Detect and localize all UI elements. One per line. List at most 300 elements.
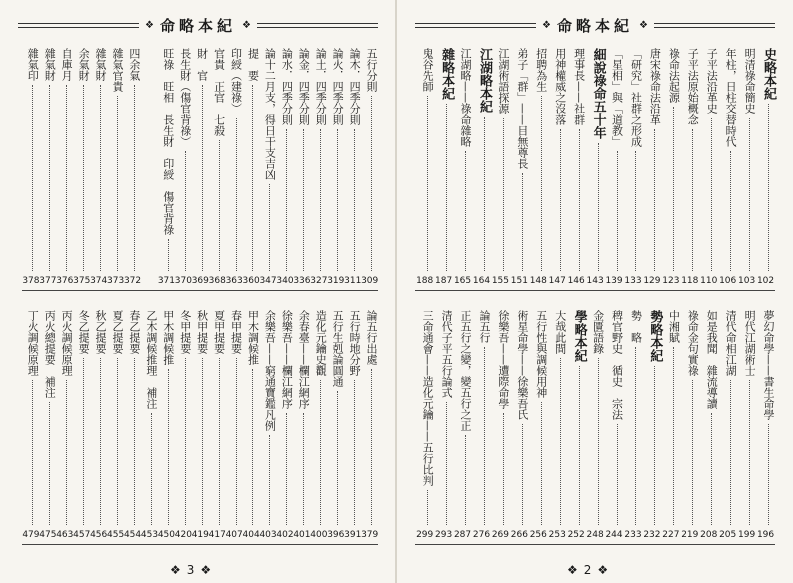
leader-dots <box>350 129 355 271</box>
leader-dots <box>724 151 731 271</box>
toc-entry-page: 102 <box>756 276 775 286</box>
toc-entry-title: 理事長——社群 <box>572 48 586 125</box>
toc-entry <box>276 308 293 544</box>
toc-entry-page: 400 <box>310 530 328 540</box>
toc-entry-title: 論水．四季分則 <box>280 48 294 125</box>
toc-entry-title: 五行分則 <box>365 48 378 92</box>
toc-entry-page: 327 <box>310 276 328 286</box>
toc-entry <box>415 46 434 290</box>
leader-dots <box>459 151 466 271</box>
toc-entry <box>73 308 90 544</box>
toc-entry <box>491 46 510 290</box>
leader-dots <box>232 358 237 525</box>
toc-entry-title: 冬甲提要 <box>178 310 192 354</box>
toc-entry-page: 419 <box>191 530 209 540</box>
toc-entry-page: 401 <box>293 530 311 540</box>
toc-entry-page: 155 <box>491 276 509 286</box>
toc-section-heading <box>642 308 661 544</box>
toc-section-heading <box>586 46 605 290</box>
leader-dots <box>686 129 693 271</box>
toc-entry <box>22 46 39 290</box>
leader-dots <box>724 380 731 525</box>
toc-entry-page: 143 <box>586 276 604 286</box>
toc-entry-page: 103 <box>738 276 756 286</box>
ornament-icon: ❖ <box>145 19 154 31</box>
page-number-text: 2 <box>583 563 592 577</box>
toc-entry-title: 鬼谷先師 <box>421 48 435 92</box>
toc-entry <box>310 308 327 544</box>
toc-block-lower <box>22 308 378 545</box>
toc-entry-title: 稗官野史 循史 宗法 <box>610 310 624 420</box>
leader-dots <box>762 424 769 525</box>
toc-entry-page: 276 <box>472 530 491 540</box>
toc-entry-page: 256 <box>529 530 547 540</box>
toc-entry-title: 清代子平五行論式 <box>440 310 454 398</box>
leader-dots <box>28 380 33 525</box>
toc-entry-title: 術星命學——徐樂吾氏 <box>515 310 529 420</box>
toc-entry <box>661 46 680 290</box>
leader-dots <box>554 358 561 525</box>
toc-entry-title: 勢略本紀 <box>647 310 663 362</box>
toc-entry-page: 455 <box>107 530 125 540</box>
leader-dots <box>440 104 447 271</box>
header-rule <box>257 23 378 28</box>
toc-entry <box>567 46 586 290</box>
leader-dots <box>535 402 542 525</box>
page-number <box>170 563 211 577</box>
toc-entry-title: 乙木調候推理 補注 <box>144 310 158 409</box>
toc-entry-title: 雜氣財 <box>43 48 57 81</box>
toc-entry <box>529 308 548 544</box>
toc-entry-title: 丙火調候原理 <box>60 310 74 376</box>
toc-entry-page: 146 <box>567 276 585 286</box>
toc-entry-page: 205 <box>719 530 737 540</box>
leader-dots <box>316 380 321 525</box>
toc-entry <box>548 308 567 544</box>
leader-dots <box>164 239 169 271</box>
toc-entry <box>73 46 90 290</box>
toc-entry-page: 196 <box>756 530 775 540</box>
leader-dots <box>516 424 523 525</box>
toc-entry-page: 148 <box>529 276 547 286</box>
toc-entry <box>107 308 124 544</box>
toc-entry-page: 340 <box>276 276 294 286</box>
toc-entry-title: 正五行之變，變五行之正 <box>459 310 472 431</box>
leader-dots <box>743 118 750 271</box>
ornament-icon: ❖ <box>597 563 609 577</box>
toc-entry-page: 319 <box>327 276 345 286</box>
toc-entry-title: 大哉此間 <box>553 310 567 354</box>
toc-entry <box>22 308 39 544</box>
leader-dots <box>367 369 372 525</box>
toc-block-lower <box>415 308 775 545</box>
toc-entry <box>259 308 276 544</box>
leader-dots <box>705 413 712 525</box>
leader-dots <box>573 129 580 271</box>
toc-entry-title: 長生財（傷官背祿） <box>178 48 192 147</box>
toc-entry <box>510 46 529 290</box>
toc-entry-page: 396 <box>327 530 345 540</box>
leader-dots <box>215 140 220 271</box>
page-number <box>567 563 608 577</box>
toc-entry <box>415 308 434 544</box>
toc-entry-page: 110 <box>700 276 718 286</box>
toc-entry <box>699 46 718 290</box>
toc-entry-title: 旺祿 旺相 長生財 印綬 傷官背祿 <box>161 48 175 235</box>
toc-entry <box>737 308 756 544</box>
toc-entry <box>39 46 56 290</box>
toc-entry-title: 五行性與調候用神 <box>534 310 548 398</box>
toc-entry-title: 印綬（建祿） <box>229 48 243 114</box>
leader-dots <box>630 151 637 271</box>
leader-dots <box>45 85 50 271</box>
leader-dots <box>198 358 203 525</box>
toc-entry <box>529 46 548 290</box>
toc-entry-page: 379 <box>361 530 379 540</box>
toc-entry-title: 秋乙提要 <box>94 310 107 354</box>
toc-entry <box>548 46 567 290</box>
leader-dots <box>113 358 118 525</box>
toc-entry-title: 弟子「群」——目無尊長 <box>515 48 529 169</box>
toc-entry-title: 四余氣 <box>127 48 141 81</box>
leader-dots <box>113 96 118 271</box>
toc-entry-title: 財 官 <box>195 48 209 81</box>
toc-entry <box>453 308 472 544</box>
toc-entry-page: 293 <box>435 530 453 540</box>
leader-dots <box>299 413 304 525</box>
leader-dots <box>181 358 186 525</box>
leader-dots <box>705 118 712 271</box>
toc-entry-page: 299 <box>416 530 434 540</box>
toc-entry-page: 457 <box>73 530 91 540</box>
toc-entry-title: 丙火總提要 補注 <box>43 310 57 398</box>
toc-entry-page: 188 <box>416 276 434 286</box>
toc-entry <box>361 46 378 290</box>
ornament-icon: ❖ <box>567 563 578 577</box>
toc-entry <box>718 46 737 290</box>
toc-section-heading <box>434 46 453 290</box>
toc-entry-page: 244 <box>605 530 623 540</box>
leader-dots <box>249 85 254 271</box>
toc-entry <box>453 46 472 290</box>
toc-entry <box>259 46 276 290</box>
toc-entry <box>756 308 775 544</box>
toc-entry <box>344 46 361 290</box>
toc-entry <box>310 46 327 290</box>
toc-entry-page: 309 <box>361 276 379 286</box>
toc-entry-page: 479 <box>22 530 40 540</box>
toc-entry <box>680 308 699 544</box>
leader-dots <box>333 129 338 271</box>
toc-entry-title: 勢 略 <box>629 310 643 343</box>
toc-entry-page <box>141 288 158 290</box>
leader-dots <box>249 369 254 525</box>
toc-section-heading <box>472 46 491 290</box>
toc-entry-title: 雜氣印 <box>26 48 40 81</box>
toc-entry-title: 金匱語錄 <box>591 310 605 354</box>
toc-entry-page: 269 <box>491 530 509 540</box>
toc-entry-title: 論五行 <box>477 310 491 343</box>
toc-entry <box>361 308 378 544</box>
toc-entry <box>327 46 344 290</box>
toc-entry-title: 余氣財 <box>77 48 91 81</box>
toc-entry-title: 用神權威之沒落 <box>553 48 567 125</box>
toc-entry-page: 376 <box>56 276 74 286</box>
leader-dots <box>130 85 135 271</box>
toc-entry-page: 219 <box>681 530 699 540</box>
toc-entry-page: 232 <box>643 530 661 540</box>
toc-entry-page: 187 <box>435 276 453 286</box>
leader-dots <box>516 173 523 271</box>
toc-entry-page: 450 <box>157 530 175 540</box>
toc-entry-title: 春甲提要 <box>229 310 243 354</box>
leader-dots <box>630 347 637 525</box>
toc-entry <box>293 46 310 290</box>
toc-entry <box>141 308 158 544</box>
leader-dots <box>648 129 655 271</box>
toc-entry-page: 454 <box>123 530 142 540</box>
leader-dots <box>79 358 84 525</box>
toc-entry-page: 402 <box>276 530 294 540</box>
toc-entry-page: 375 <box>73 276 91 286</box>
header-rule <box>654 23 775 28</box>
toc-entry-page: 456 <box>90 530 108 540</box>
toc-entry-title: 夏乙提要 <box>110 310 124 354</box>
leader-dots <box>79 85 84 271</box>
toc-entry-title: 祿命法起源 <box>667 48 681 103</box>
toc-entry-page: 147 <box>548 276 566 286</box>
toc-entry-title: 自庫月 <box>60 48 74 81</box>
toc-entry-title: 祿命金句實祿 <box>686 310 700 376</box>
toc-entry-page: 347 <box>259 276 277 286</box>
leader-dots <box>573 366 580 525</box>
toc-entry-title: 中湘賦 <box>667 310 681 343</box>
toc-entry-title: 五行時地分野 <box>348 310 362 376</box>
leader-dots <box>440 402 447 525</box>
toc-entry-page: 133 <box>624 276 642 286</box>
toc-entry <box>344 308 361 544</box>
toc-entry-page: 199 <box>738 530 756 540</box>
leader-dots <box>367 96 372 271</box>
toc-entry-title: 學略本紀 <box>571 310 587 362</box>
leader-dots <box>265 435 270 525</box>
toc-entry <box>605 308 624 544</box>
left-page-header <box>18 14 378 36</box>
toc-entry-title: 論火．四季分則 <box>331 48 345 125</box>
toc-entry-title: 雜氣官貴 <box>110 48 124 92</box>
leader-dots <box>592 358 599 525</box>
toc-entry-page: 369 <box>191 276 209 286</box>
toc-entry-page: 311 <box>344 276 362 286</box>
leader-dots <box>478 117 485 271</box>
toc-entry <box>243 46 260 290</box>
toc-entry-title: 冬乙提要 <box>77 310 91 354</box>
leader-dots <box>62 85 67 271</box>
toc-entry <box>737 46 756 290</box>
leader-dots <box>554 129 561 271</box>
toc-entry-page: 368 <box>208 276 226 286</box>
leader-dots <box>648 366 655 525</box>
toc-entry-title: 明代江湖術士 <box>743 310 757 376</box>
leader-dots <box>478 347 485 525</box>
leader-dots <box>316 129 321 271</box>
toc-entry-title: 招聘為生 <box>534 48 548 92</box>
leader-dots <box>282 413 287 525</box>
toc-entry <box>56 308 73 544</box>
right-page-header <box>415 14 775 36</box>
toc-entry-title: 史略本紀 <box>761 48 776 100</box>
toc-entry-title: 丁火調候原理 <box>26 310 40 376</box>
leader-dots <box>592 143 599 271</box>
toc-entry-page: 374 <box>90 276 108 286</box>
toc-entry-page: 151 <box>510 276 528 286</box>
toc-entry <box>661 308 680 544</box>
toc-entry-page: 417 <box>208 530 226 540</box>
toc-entry-title: 論金．四季分則 <box>297 48 311 125</box>
ornament-icon: ❖ <box>639 19 648 31</box>
left-page <box>0 0 396 583</box>
toc-entry-title: 三命通會——造化元鑰——五行比判 <box>421 310 435 486</box>
leader-dots <box>62 380 67 525</box>
toc-entry-page: 106 <box>719 276 737 286</box>
toc-entry-page: 360 <box>242 276 260 286</box>
running-title: 命略本紀 <box>557 16 634 35</box>
leader-dots <box>535 96 542 271</box>
toc-entry-page: 453 <box>140 530 159 540</box>
toc-entry <box>175 46 192 290</box>
toc-entry-title: 細說祿命五十年 <box>590 48 606 139</box>
leader-dots <box>164 369 169 525</box>
toc-entry <box>175 308 192 544</box>
toc-entry-title: 夏甲提要 <box>212 310 226 354</box>
toc-entry-title: 徐樂吾——遭際命學 <box>496 310 510 409</box>
toc-entry-title: 徐樂吾——欄江網序 <box>280 310 294 409</box>
toc-entry-title: 雜略本紀 <box>439 48 455 100</box>
toc-entry-page: 252 <box>567 530 585 540</box>
toc-entry-title: 清代命相江湖 <box>724 310 738 376</box>
leader-dots <box>611 151 618 271</box>
toc-entry-title: 甲木調候推 <box>246 310 260 365</box>
toc-entry-title: 論土．四季分則 <box>314 48 328 125</box>
leader-dots <box>762 104 769 271</box>
toc-entry-title: 江湖術語探源 <box>496 48 510 114</box>
leader-dots <box>198 85 203 271</box>
toc-entry-page: 208 <box>700 530 718 540</box>
toc-entry-title: 論十二月支，得日干支吉凶 <box>263 48 277 180</box>
toc-section-heading <box>756 46 775 290</box>
running-title: 命略本紀 <box>160 16 237 35</box>
toc-entry <box>510 308 529 544</box>
toc-entry-page: 266 <box>510 530 528 540</box>
toc-entry <box>699 308 718 544</box>
toc-entry-title: 「星相」與「道教」 <box>610 48 624 147</box>
toc-entry <box>158 308 175 544</box>
toc-entry-title: 提 要 <box>246 48 260 81</box>
leader-dots <box>282 129 287 271</box>
toc-entry <box>141 46 158 290</box>
toc-entry <box>158 46 175 290</box>
toc-entry <box>276 46 293 290</box>
toc-entry <box>605 46 624 290</box>
toc-entry-title: 年柱，日柱交替時代 <box>724 48 738 147</box>
toc-entry-page: 336 <box>293 276 311 286</box>
toc-entry-page: 475 <box>39 530 57 540</box>
toc-entry <box>226 46 243 290</box>
toc-entry <box>434 308 453 544</box>
toc-entry-page: 404 <box>242 530 260 540</box>
toc-entry <box>472 308 491 544</box>
leader-dots <box>299 129 304 271</box>
leader-dots <box>667 107 674 271</box>
toc-entry-page: 129 <box>643 276 661 286</box>
header-rule <box>415 23 536 28</box>
leader-dots <box>421 490 428 525</box>
header-rule <box>18 23 139 28</box>
toc-entry <box>107 46 124 290</box>
toc-section-heading <box>567 308 586 544</box>
toc-entry <box>243 308 260 544</box>
ornament-icon: ❖ <box>242 19 251 31</box>
toc-entry-title: 雜氣財 <box>94 48 107 81</box>
toc-entry-page: 253 <box>548 530 566 540</box>
toc-entry-title: 五行生剋論圓通 <box>331 310 345 387</box>
toc-entry-page: 164 <box>472 276 491 286</box>
toc-entry-page: 118 <box>681 276 699 286</box>
leader-dots <box>743 380 750 525</box>
toc-entry <box>624 46 643 290</box>
toc-entry-title: 明清祿命簡史 <box>743 48 757 114</box>
toc-entry <box>226 308 243 544</box>
leader-dots <box>28 85 33 271</box>
leader-dots <box>130 358 135 525</box>
toc-entry-page: 287 <box>453 530 472 540</box>
leader-dots <box>265 184 270 271</box>
leader-dots <box>181 151 186 271</box>
toc-block-upper <box>415 46 775 291</box>
toc-entry-page: 407 <box>225 530 243 540</box>
toc-entry-page: 363 <box>225 276 243 286</box>
toc-entry <box>124 308 141 544</box>
toc-entry <box>90 46 107 290</box>
leader-dots <box>147 413 152 525</box>
toc-entry-page: 372 <box>123 276 142 286</box>
toc-entry-title: 春乙提要 <box>127 310 141 354</box>
toc-entry <box>327 308 344 544</box>
toc-entry-page: 377 <box>39 276 57 286</box>
leader-dots <box>333 391 338 525</box>
toc-entry-page: 371 <box>157 276 175 286</box>
toc-entry-page: 123 <box>662 276 680 286</box>
leader-dots <box>667 347 674 525</box>
leader-dots <box>350 380 355 525</box>
toc-entry-page: 370 <box>174 276 192 286</box>
toc-entry-title: 余樂吾——窮通寶鑑凡例 <box>263 310 277 431</box>
toc-entry-title: 江湖略——祿命雜略 <box>459 48 472 147</box>
toc-entry-page: 165 <box>453 276 472 286</box>
right-page <box>397 0 793 583</box>
leader-dots <box>497 413 504 525</box>
toc-entry <box>491 308 510 544</box>
toc-entry-page: 139 <box>605 276 623 286</box>
toc-entry-page: 420 <box>174 530 192 540</box>
toc-entry-title: 江湖略本紀 <box>476 48 492 113</box>
toc-entry-title: 論木．四季分則 <box>348 48 362 125</box>
leader-dots <box>611 424 618 525</box>
toc-entry <box>39 308 56 544</box>
leader-dots <box>459 435 466 525</box>
toc-entry <box>209 46 226 290</box>
leader-dots <box>45 402 50 525</box>
